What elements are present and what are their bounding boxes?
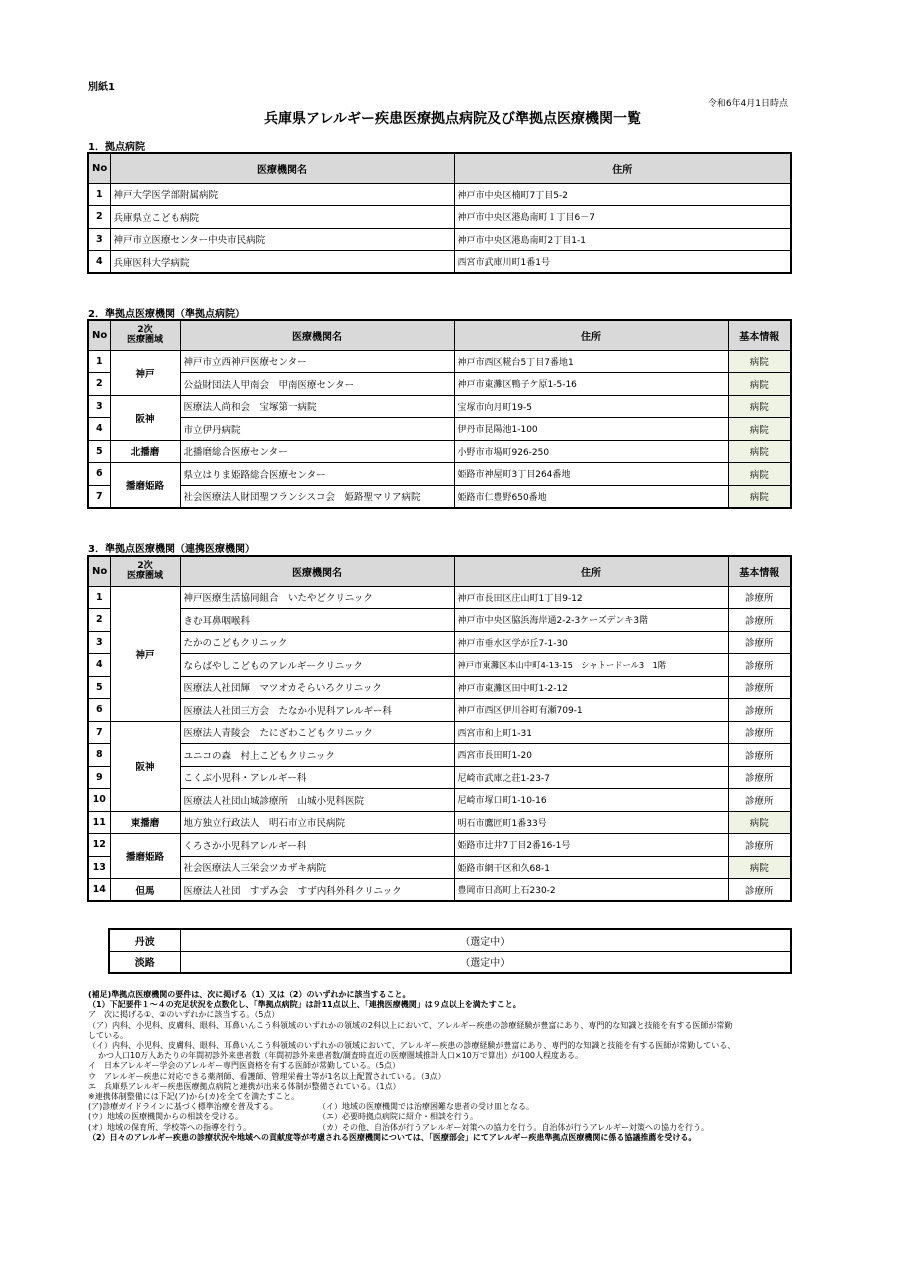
table-row <box>88 440 791 463</box>
row-address: 姫路市仁豊野650番地 <box>454 485 728 508</box>
row-address: 神戸市中央区港島南町2丁目1-1 <box>454 228 791 251</box>
pending-area: 丹波 <box>109 929 180 951</box>
row-name: 医療法人社団三方会 たなか小児科アレルギー科 <box>180 699 454 722</box>
row-info: 診療所 <box>728 631 791 654</box>
row-no: 8 <box>88 744 110 767</box>
table-row <box>88 676 791 699</box>
col-header-area <box>110 320 180 350</box>
col-header-address: 住所 <box>454 153 791 183</box>
row-no: 9 <box>88 766 110 789</box>
row-name: 公益財団法人甲南会 甲南医療センター <box>180 373 454 396</box>
row-no: 3 <box>88 631 110 654</box>
note-line <box>88 1112 808 1122</box>
table-row <box>88 789 791 812</box>
note-item: (ア)診療ガイドラインに基づく標準治療を普及する。 <box>88 1102 278 1112</box>
col-header-area-line2: 医療圏域 <box>126 335 163 346</box>
note-line: ア 次に掲げる①、②のいずれかに該当する。（5点） <box>88 1010 280 1020</box>
row-address: 神戸市長田区庄山町1丁目9-12 <box>454 586 728 609</box>
row-name: 医療法人尚和会 宝塚第一病院 <box>180 395 454 418</box>
row-no: 2 <box>88 206 110 229</box>
col-header-name: 医療機関名 <box>110 153 454 183</box>
section2-heading: 2．準拠点医療機関（準拠点病院） <box>88 309 245 320</box>
row-info: 病院 <box>728 811 791 834</box>
table-row <box>88 631 791 654</box>
row-info: 診療所 <box>728 834 791 857</box>
area-cell: 播磨姫路 <box>110 834 180 879</box>
area-cell: 神戸 <box>110 586 180 721</box>
col-header-area-line1: 2次 <box>137 561 153 572</box>
row-no: 2 <box>88 609 110 632</box>
row-name: ならばやしこどものアレルギークリニック <box>180 654 454 677</box>
col-header-name: 医療機関名 <box>180 320 454 350</box>
row-name: 医療法人青陵会 たにざわこどもクリニック <box>180 721 454 744</box>
table-row <box>88 744 791 767</box>
row-no: 10 <box>88 789 110 812</box>
table-row <box>88 856 791 879</box>
row-name: たかのこどもクリニック <box>180 631 454 654</box>
annex-label: 別紙1 <box>88 82 115 93</box>
row-address: 尼崎市塚口町1-10-16 <box>454 789 728 812</box>
row-info: 診療所 <box>728 699 791 722</box>
table-row <box>88 350 791 373</box>
row-address: 西宮市武庫川町1番1号 <box>454 251 791 274</box>
note-line: ※連携体制整備には下記(ア)から(カ)を全てを満たすこと。 <box>88 1092 300 1102</box>
row-no: 7 <box>88 721 110 744</box>
note-line: ウ アレルギー疾患に対応できる薬剤師、看護師、管理栄養士等が1名以上配置されている。（3点） <box>88 1071 446 1081</box>
table-row <box>88 721 791 744</box>
row-address: 神戸市垂水区学が丘7-1-30 <box>454 631 728 654</box>
note-line: かつ人口10万人あたりの年間初診外来患者数（年間初診外来患者数/調査時直近の医療圏域推計人口×10万で算出）が100人程度ある。 <box>98 1051 584 1061</box>
table-row <box>109 951 791 973</box>
table-header-row <box>88 556 791 586</box>
row-address: 神戸市中央区楠町7丁目5-2 <box>454 183 791 206</box>
row-no: 1 <box>88 350 110 373</box>
row-info: 病院 <box>728 463 791 486</box>
note-line: エ 兵庫県アレルギー疾患医療拠点病院と連携が出来る体制が整備されている。（1点） <box>88 1081 401 1091</box>
table-row <box>88 811 791 834</box>
date-label: 令和6年4月1日時点 <box>707 99 788 109</box>
row-info: 病院 <box>728 485 791 508</box>
row-info: 診療所 <box>728 766 791 789</box>
note-line: （ア）内科、小児科、皮膚科、眼科、耳鼻いんこう科領域のいずれかの領域の2科以上において、アレルギー疾患の診療経験が豊富にあり、専門的な知識と技能を有する医師が常勤 <box>88 1020 733 1030</box>
row-no: 2 <box>88 373 110 396</box>
row-name: 神戸大学医学部附属病院 <box>110 183 454 206</box>
row-no: 7 <box>88 485 110 508</box>
row-name: 社会医療法人財団聖フランシスコ会 姫路聖マリア病院 <box>180 485 454 508</box>
row-address: 神戸市西区糀台5丁目7番地1 <box>454 350 728 373</box>
note-line: イ 日本アレルギー学会のアレルギー専門医資格を有する医師が常勤している。（5点） <box>88 1061 401 1071</box>
pending-area: 淡路 <box>109 951 180 973</box>
row-address: 神戸市東灘区田中町1-2-12 <box>454 676 728 699</box>
row-no: 13 <box>88 856 110 879</box>
partner-clinics-table <box>87 555 792 902</box>
row-address: 西宮市長田町1-20 <box>454 744 728 767</box>
row-name: 北播磨総合医療センター <box>180 440 454 463</box>
page-title: 兵庫県アレルギー疾患医療拠点病院及び準拠点医療機関一覧 <box>263 111 642 127</box>
section3-heading: 3．準拠点医療機関（連携医療機関） <box>88 544 255 555</box>
col-header-area-line1: 2次 <box>137 325 153 336</box>
row-no: 6 <box>88 463 110 486</box>
row-name: 市立伊丹病院 <box>180 418 454 441</box>
table-row <box>88 251 791 274</box>
note-item: (ウ）地域の医療機関からの相談を受ける。 <box>88 1112 244 1122</box>
col-header-area-line2: 医療圏域 <box>126 571 163 582</box>
table-row <box>88 834 791 857</box>
area-cell: 播磨姫路 <box>110 463 180 508</box>
table-row <box>88 609 791 632</box>
col-header-info: 基本情報 <box>728 556 791 586</box>
row-address: 神戸市中央区脇浜海岸通2-2-3ケーズデンキ3階 <box>454 609 728 632</box>
row-address: 姫路市辻井7丁目2番16-1号 <box>454 834 728 857</box>
note-item: （エ）必要時拠点病院に紹介・相談を行う。 <box>318 1112 478 1122</box>
row-address: 宝塚市向月町19-5 <box>454 395 728 418</box>
note-item: (オ）地域の保育所、学校等への指導を行う。 <box>88 1122 252 1132</box>
table-row <box>88 395 791 418</box>
row-no: 11 <box>88 811 110 834</box>
note-line: している。 <box>88 1030 128 1040</box>
note-item: （イ）地域の医療機関では治療困難な患者の受け皿となる。 <box>318 1102 534 1112</box>
row-info: 診療所 <box>728 586 791 609</box>
row-no: 3 <box>88 395 110 418</box>
row-address: 神戸市中央区港島南町１丁目6－7 <box>454 206 791 229</box>
row-address: 神戸市西区伊川谷町有瀬709-1 <box>454 699 728 722</box>
row-no: 5 <box>88 440 110 463</box>
row-name: こくぶ小児科・アレルギー科 <box>180 766 454 789</box>
row-name: 医療法人社団輝 マツオカそらいろクリニック <box>180 676 454 699</box>
row-info: 診療所 <box>728 879 791 902</box>
row-address: 姫路市網干区和久68-1 <box>454 856 728 879</box>
row-name: ユニコの森 村上こどもクリニック <box>180 744 454 767</box>
row-no: 4 <box>88 418 110 441</box>
table-row <box>88 879 791 902</box>
row-info: 診療所 <box>728 789 791 812</box>
note-line: （イ）内科、小児科、皮膚科、眼科、耳鼻いんこう科領域のいずれかの領域において、アレルギー疾患の診療経験が豊富にあり、専門的な知識と技能を有する医師が常勤している、 <box>88 1041 736 1051</box>
row-no: 4 <box>88 251 110 274</box>
semi-base-hospitals-table <box>87 319 792 509</box>
row-no: 1 <box>88 586 110 609</box>
row-info: 病院 <box>728 856 791 879</box>
table-row <box>88 418 791 441</box>
area-cell: 東播磨 <box>110 811 180 834</box>
area-cell: 神戸 <box>110 350 180 395</box>
table-row <box>88 463 791 486</box>
pending-status: （選定中） <box>180 951 791 973</box>
row-no: 3 <box>88 228 110 251</box>
base-hospitals-table <box>87 152 792 274</box>
col-header-no: No <box>88 320 110 350</box>
note-item: （カ）その他、自治体が行うアレルギー対策への協力を行う。自治体が行うアレルギー対策への協力を行う。 <box>318 1122 709 1132</box>
row-address: 明石市鷹匠町1番33号 <box>454 811 728 834</box>
col-header-no: No <box>88 153 110 183</box>
table-row <box>109 929 791 951</box>
area-cell: 北播磨 <box>110 440 180 463</box>
table-row <box>88 586 791 609</box>
area-cell: 但馬 <box>110 879 180 902</box>
note-line: （1）下記要件１～４の充足状況を点数化し、「準拠点病院」は計11点以上、「連携医療機関」は９点以上を満たすこと。 <box>88 1000 521 1010</box>
col-header-area <box>110 556 180 586</box>
row-name: 兵庫医科大学病院 <box>110 251 454 274</box>
row-no: 5 <box>88 676 110 699</box>
row-info: 診療所 <box>728 744 791 767</box>
row-info: 病院 <box>728 440 791 463</box>
pending-status: （選定中） <box>180 929 791 951</box>
table-header-row <box>88 320 791 350</box>
table-row <box>88 183 791 206</box>
row-info: 診療所 <box>728 609 791 632</box>
row-address: 小野市市場町926-250 <box>454 440 728 463</box>
row-no: 1 <box>88 183 110 206</box>
row-info: 診療所 <box>728 721 791 744</box>
note-line: （2）日々のアレルギー疾患の診療状況や地域への貢献度等が考慮される医療機関については、「医療部会」にてアレルギー疾患準拠点医療機関に係る協議推薦を受ける。 <box>88 1132 697 1142</box>
row-name: 社会医療法人三栄会ツカザキ病院 <box>180 856 454 879</box>
row-address: 尼崎市武庫之荘1-23-7 <box>454 766 728 789</box>
row-name: くろさか小児科アレルギー科 <box>180 834 454 857</box>
table-row <box>88 228 791 251</box>
table-row <box>88 766 791 789</box>
area-cell: 阪神 <box>110 395 180 440</box>
row-info: 病院 <box>728 395 791 418</box>
col-header-info: 基本情報 <box>728 320 791 350</box>
col-header-name: 医療機関名 <box>180 556 454 586</box>
col-header-no: No <box>88 556 110 586</box>
table-header-row <box>88 153 791 183</box>
row-name: 神戸医療生活協同組合 いたやどクリニック <box>180 586 454 609</box>
row-info: 病院 <box>728 350 791 373</box>
note-line <box>88 1102 808 1112</box>
row-no: 4 <box>88 654 110 677</box>
row-info: 診療所 <box>728 676 791 699</box>
row-address: 西宮市和上町1-31 <box>454 721 728 744</box>
table-row <box>88 699 791 722</box>
pending-areas-table <box>108 928 792 974</box>
row-address: 神戸市東灘区本山中町4-13-15 シャトードール3 1階 <box>454 654 728 677</box>
row-name: 医療法人社団 すずみ会 すず内科外科クリニック <box>180 879 454 902</box>
table-row <box>88 485 791 508</box>
note-line: (補足)準拠点医療機関の要件は、次に掲げる（1）又は（2）のいずれかに該当すること。 <box>88 990 411 999</box>
supplementary-notes <box>88 990 808 1143</box>
row-info: 病院 <box>728 373 791 396</box>
row-address: 神戸市東灘区鴨子ケ原1-5-16 <box>454 373 728 396</box>
note-line <box>88 1123 808 1133</box>
table-row <box>88 206 791 229</box>
row-name: 神戸市立医療センター中央市民病院 <box>110 228 454 251</box>
row-info: 診療所 <box>728 654 791 677</box>
row-name: きむ耳鼻咽喉科 <box>180 609 454 632</box>
area-cell: 阪神 <box>110 721 180 811</box>
row-no: 6 <box>88 699 110 722</box>
row-name: 医療法人社団山城診療所 山城小児科医院 <box>180 789 454 812</box>
row-name: 兵庫県立こども病院 <box>110 206 454 229</box>
row-address: 姫路市神屋町3丁目264番地 <box>454 463 728 486</box>
table-row <box>88 373 791 396</box>
row-info: 病院 <box>728 418 791 441</box>
section1-heading: 1．拠点病院 <box>88 142 145 153</box>
row-name: 神戸市立西神戸医療センター <box>180 350 454 373</box>
row-address: 伊丹市昆陽池1-100 <box>454 418 728 441</box>
col-header-address: 住所 <box>454 320 728 350</box>
row-address: 豊岡市日高町上石230-2 <box>454 879 728 902</box>
row-name: 県立はりま姫路総合医療センター <box>180 463 454 486</box>
col-header-address: 住所 <box>454 556 728 586</box>
table-row <box>88 654 791 677</box>
row-no: 12 <box>88 834 110 857</box>
row-no: 14 <box>88 879 110 902</box>
row-name: 地方独立行政法人 明石市立市民病院 <box>180 811 454 834</box>
